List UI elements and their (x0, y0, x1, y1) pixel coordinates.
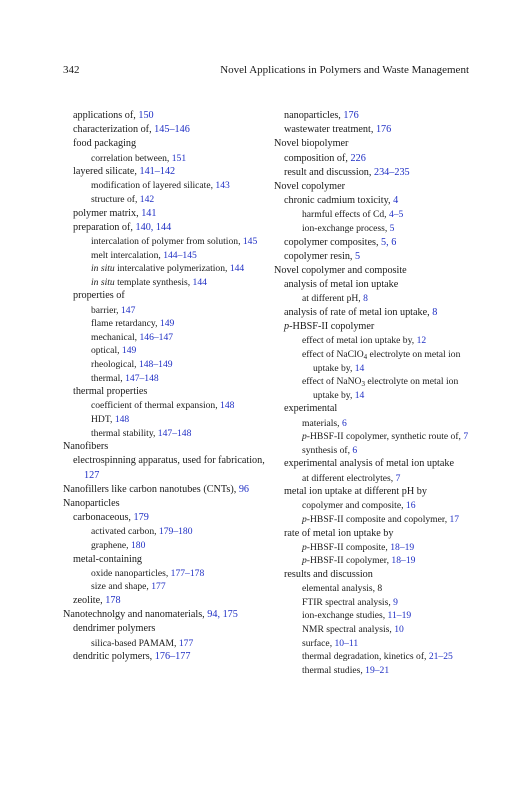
index-entry (91, 372, 268, 386)
index-entry (284, 109, 474, 123)
page-reference-link[interactable]: 176 (343, 110, 359, 121)
index-entry (302, 582, 474, 596)
entry-italic-term: p (302, 431, 307, 443)
entry-term: coefficient of thermal expansion, (91, 400, 221, 412)
page-reference-link[interactable]: 142 (139, 194, 155, 205)
page-reference-link[interactable]: 179 (133, 512, 149, 524)
entry-subscript: 4 (363, 353, 368, 362)
page-reference-link[interactable]: 226 (350, 152, 366, 164)
index-entry (91, 249, 268, 263)
page-header (63, 64, 469, 80)
index-entry (302, 222, 474, 236)
index-entry (73, 511, 268, 525)
entry-italic-term: p (284, 321, 290, 333)
entry-term: analysis of rate of metal ion uptake, (284, 307, 433, 319)
index-entry (302, 650, 474, 664)
index-entry (302, 609, 474, 623)
index-entry (302, 664, 474, 678)
index-entry (284, 306, 474, 320)
entry-term: thermal, (91, 372, 126, 384)
entry-term: Novel copolymer (274, 181, 346, 193)
index-entry (284, 194, 474, 208)
index-entry (91, 399, 268, 413)
entry-term: ion-exchange studies, (302, 610, 388, 622)
entry-italic-term: p (302, 555, 307, 567)
index-entry (302, 417, 474, 431)
page-reference-link[interactable]: 147 (120, 304, 136, 316)
entry-italic-term: in situ (91, 263, 115, 275)
entry-term: composition of, (284, 152, 351, 164)
page-reference-link[interactable]: 141–142 (139, 166, 176, 178)
entry-term: size and shape, (91, 581, 152, 593)
index-entry (91, 525, 268, 539)
page-reference-link[interactable]: 177 (178, 637, 194, 649)
page-number: 342 (63, 64, 80, 76)
index-entry (284, 457, 474, 471)
entry-term: graphene, (91, 539, 131, 551)
index-entry (302, 292, 474, 306)
entry-term: template synthesis, (114, 276, 193, 288)
entry-term: copolymer composites, (284, 236, 382, 248)
index-entry (284, 485, 474, 499)
entry-term: harmful effects of Cd, (302, 209, 389, 221)
index-entry (73, 289, 268, 303)
entry-term: ion-exchange process, (302, 223, 390, 235)
entry-term: Nanofillers like carbon nanotubes (CNTs), (63, 483, 239, 495)
page-reference-link[interactable]: 179–180 (158, 526, 193, 538)
entry-term: layered silicate, (73, 166, 140, 178)
index-entry (91, 344, 268, 358)
page-reference-link[interactable]: 151 (171, 152, 187, 164)
entry-term: barrier, (91, 304, 121, 316)
page-reference-link[interactable]: 176 (375, 124, 392, 136)
index-entry (274, 137, 474, 151)
entry-term: thermal stability, (91, 427, 158, 439)
entry-term: intercalative polymerization, (114, 263, 230, 275)
page-reference-link[interactable]: 145–146 (154, 124, 190, 136)
index-entry (73, 622, 268, 636)
page-reference-link[interactable]: 4–5 (388, 209, 404, 221)
index-entry (274, 264, 474, 278)
entry-term: intercalation of polymer from solution, (91, 236, 243, 247)
page-reference-link[interactable]: 10 (394, 623, 404, 635)
entry-term: structure of, (91, 194, 140, 205)
index-entry (63, 483, 268, 497)
page-reference-link[interactable]: 8 (432, 307, 438, 319)
entry-term: analysis of metal ion uptake (284, 279, 399, 291)
index-entry (91, 331, 268, 345)
index-entry (73, 109, 268, 123)
index-entry (302, 637, 474, 651)
entry-term: materials, (302, 417, 342, 429)
entry-term: NMR spectral analysis, (302, 623, 395, 635)
page-reference-link[interactable]: 148–149 (138, 358, 173, 370)
index-entry (91, 262, 268, 276)
page-reference-link[interactable]: 18–19 (390, 541, 415, 553)
page-reference-link[interactable]: 147–148 (157, 427, 192, 439)
page-reference-link[interactable]: 6 (352, 444, 358, 456)
index-entry (91, 427, 268, 441)
index-entry (302, 444, 474, 458)
entry-term: elemental analysis, 8 (302, 583, 383, 595)
page-reference-link[interactable]: 5, 6 (381, 236, 397, 248)
page-reference-link[interactable]: 148 (114, 413, 130, 425)
index-column-right (274, 109, 474, 677)
page-reference-link[interactable]: 143 (215, 180, 230, 192)
entry-term: thermal properties (73, 386, 148, 398)
entry-term: applications of, (73, 110, 139, 121)
index-entry (302, 208, 474, 222)
index-entry (73, 137, 268, 151)
page-reference-link[interactable]: 5 (355, 250, 361, 262)
entry-term: zeolite, (73, 594, 106, 606)
entry-term: result and discussion, (284, 166, 374, 178)
entry-term: -HBSF-II copolymer, synthetic route of, (306, 431, 464, 443)
entry-term: wastewater treatment, (284, 124, 376, 136)
index-entry (91, 304, 268, 318)
entry-term: preparation of, (73, 221, 136, 233)
page-reference-link[interactable]: 14 (354, 362, 365, 374)
entry-term: Nanotechnolgy and nanomaterials, (63, 609, 208, 621)
entry-italic-term: in situ (91, 276, 115, 288)
entry-term: FTIR spectral analysis, (302, 596, 394, 608)
entry-term: food packaging (73, 138, 137, 150)
index-entry (91, 358, 268, 372)
index-entry (73, 650, 268, 664)
index-entry (302, 623, 474, 637)
index-entry (73, 207, 268, 221)
page-reference-link[interactable]: 14 (354, 389, 365, 401)
entry-term: copolymer and composite, (302, 500, 406, 512)
entry-term: -HBSF-II composite, (306, 541, 391, 553)
page-reference-link[interactable]: 177 (151, 581, 166, 593)
page-reference-link[interactable]: 180 (130, 539, 146, 551)
entry-term: surface, (302, 637, 335, 649)
index-entry (302, 513, 474, 527)
entry-term: Novel copolymer and composite (274, 265, 407, 277)
index-entry (91, 235, 268, 249)
index-entry (302, 348, 474, 375)
index-entry (91, 580, 268, 594)
entry-term: experimental analysis of metal ion uptake (284, 458, 455, 470)
page-reference-link[interactable]: 6 (341, 417, 347, 429)
page-reference-link[interactable]: 177–178 (170, 567, 205, 579)
index-entry (73, 454, 268, 482)
page-reference-link[interactable]: 144 (229, 263, 245, 275)
index-entry (284, 278, 474, 292)
index-entry (63, 608, 268, 622)
page-reference-link[interactable]: 5 (389, 223, 395, 235)
index-entry (91, 179, 268, 193)
entry-term: Nanofibers (63, 441, 109, 453)
page-reference-link[interactable]: 16 (405, 500, 416, 512)
index-entry (284, 123, 474, 137)
index-entry (302, 541, 474, 555)
page-reference-link[interactable]: 147–148 (125, 372, 159, 384)
index-entry (284, 236, 474, 250)
entry-term: results and discussion (284, 568, 373, 580)
index-entry (284, 320, 474, 334)
page-reference-link[interactable]: 96 (238, 483, 250, 495)
index-entry (274, 180, 474, 194)
index-entry (302, 430, 474, 444)
page-reference-link[interactable]: 7 (395, 472, 401, 484)
page-reference-link[interactable]: 145 (242, 236, 258, 247)
entry-term: copolymer resin, (284, 250, 356, 262)
entry-term: chronic cadmium toxicity, (284, 195, 394, 207)
entry-term: effect of NaNO (302, 376, 362, 388)
entry-term: experimental (284, 403, 338, 415)
entry-term: at different pH, (302, 293, 364, 305)
page-reference-link[interactable]: 18–19 (391, 555, 416, 567)
index-entry (302, 499, 474, 513)
page-reference-link[interactable]: 149 (159, 318, 175, 330)
page-reference-link[interactable]: 144–145 (163, 249, 197, 261)
entry-term: dendritic polymers, (73, 651, 155, 663)
page-reference-link[interactable]: 19–21 (365, 664, 390, 676)
entry-italic-term: p (302, 541, 307, 553)
index-entry (284, 250, 474, 264)
entry-term: modification of layered silicate, (91, 180, 216, 192)
entry-term: melt intercalation, (91, 249, 164, 261)
index-entry (73, 221, 268, 235)
index-entry (73, 165, 268, 179)
running-title: Novel Applications in Polymers and Waste Management (220, 64, 469, 76)
entry-term: characterization of, (73, 124, 155, 136)
entry-term: flame retardancy, (91, 318, 160, 330)
page-reference-link[interactable]: 7 (463, 431, 469, 443)
entry-term: -HBSF-II copolymer (289, 321, 375, 333)
entry-term: HDT, (91, 413, 115, 425)
page-reference-link[interactable]: 8 (363, 293, 368, 305)
page-reference-link[interactable]: 9 (393, 596, 398, 608)
page-reference-link[interactable]: 127 (84, 469, 100, 481)
index-entry (284, 527, 474, 541)
entry-term: electrospinning apparatus, used for fabrication, (73, 455, 265, 467)
index-entry (302, 472, 474, 486)
entry-term: effect of metal ion uptake by, (302, 335, 417, 347)
entry-term: mechanical, (91, 331, 140, 343)
index-entry (302, 596, 474, 610)
page-reference-link[interactable]: 144 (192, 276, 207, 288)
index-entry (284, 152, 474, 166)
entry-term: optical, (91, 345, 122, 357)
entry-term: Novel biopolymer (274, 138, 349, 150)
entry-term: rheological, (91, 358, 139, 370)
entry-term: carbonaceous, (73, 512, 134, 524)
index-entry (284, 166, 474, 180)
entry-term: metal-containing (73, 553, 143, 565)
page-reference-link[interactable]: 17 (449, 513, 460, 525)
index-column-left (63, 109, 268, 664)
page-reference-link[interactable]: 11–19 (387, 610, 412, 622)
page-reference-link[interactable]: 234–235 (373, 166, 410, 178)
index-entry (91, 152, 268, 166)
entry-term: Nanoparticles (63, 497, 120, 509)
index-entry (91, 276, 268, 290)
page-reference-link[interactable]: 146–147 (139, 331, 174, 343)
entry-term: activated carbon, (91, 526, 159, 538)
entry-term: -HBSF-II copolymer, (306, 555, 392, 567)
entry-subscript: 3 (361, 380, 365, 389)
page-reference-link[interactable]: 150 (138, 110, 154, 121)
page-reference-link[interactable]: 176–177 (154, 651, 191, 663)
index-entry (91, 413, 268, 427)
index-entry (91, 317, 268, 331)
index-entry (73, 594, 268, 608)
page-reference-link[interactable]: 149 (121, 345, 137, 357)
index-entry (91, 567, 268, 581)
index-entry (284, 402, 474, 416)
index-entry (73, 123, 268, 137)
entry-term: synthesis of, (302, 444, 353, 456)
page-reference-link[interactable]: 178 (105, 594, 121, 606)
entry-term: properties of (73, 290, 125, 302)
entry-term-continued: electrolyte on metal ion uptake by, (313, 349, 461, 374)
entry-term-continued: electrolyte on metal ion uptake by, (313, 376, 459, 401)
index-entry (302, 375, 474, 402)
entry-term: effect of NaClO (302, 349, 364, 361)
page-reference-link[interactable]: 12 (416, 335, 427, 347)
index-entry (284, 568, 474, 582)
index-entry (91, 539, 268, 553)
entry-term: silica-based PAMAM, (91, 637, 179, 649)
entry-term: dendrimer polymers (73, 623, 156, 635)
page-reference-link[interactable]: 21–25 (428, 651, 453, 663)
index-entry (91, 637, 268, 651)
index-entry (73, 553, 268, 567)
page-reference-link[interactable]: 140, 144 (135, 221, 172, 233)
index-entry (63, 497, 268, 511)
entry-term: rate of metal ion uptake by (284, 527, 394, 539)
page-reference-link[interactable]: 148 (220, 400, 235, 412)
index-entry (91, 193, 268, 207)
entry-italic-term: p (302, 513, 307, 525)
entry-term: polymer matrix, (73, 207, 142, 219)
index-entry (63, 440, 268, 454)
entry-term: metal ion uptake at different pH by (284, 486, 427, 498)
index-entry (73, 385, 268, 399)
page-reference-link[interactable]: 10–11 (334, 637, 359, 649)
entry-term: -HBSF-II composite and copolymer, (306, 513, 450, 525)
page-reference-link[interactable]: 4 (393, 195, 399, 207)
page-reference-link[interactable]: 141 (141, 207, 157, 219)
index-entry (302, 334, 474, 348)
entry-term: thermal studies, (302, 664, 366, 676)
index-entry (302, 554, 474, 568)
entry-term: oxide nanoparticles, (91, 567, 171, 579)
entry-term: nanoparticles, (284, 110, 344, 121)
entry-term: at different electrolytes, (302, 472, 396, 484)
entry-term: correlation between, (91, 152, 172, 164)
page-reference-link[interactable]: 94, 175 (207, 609, 238, 621)
entry-term: thermal degradation, kinetics of, (302, 651, 429, 663)
